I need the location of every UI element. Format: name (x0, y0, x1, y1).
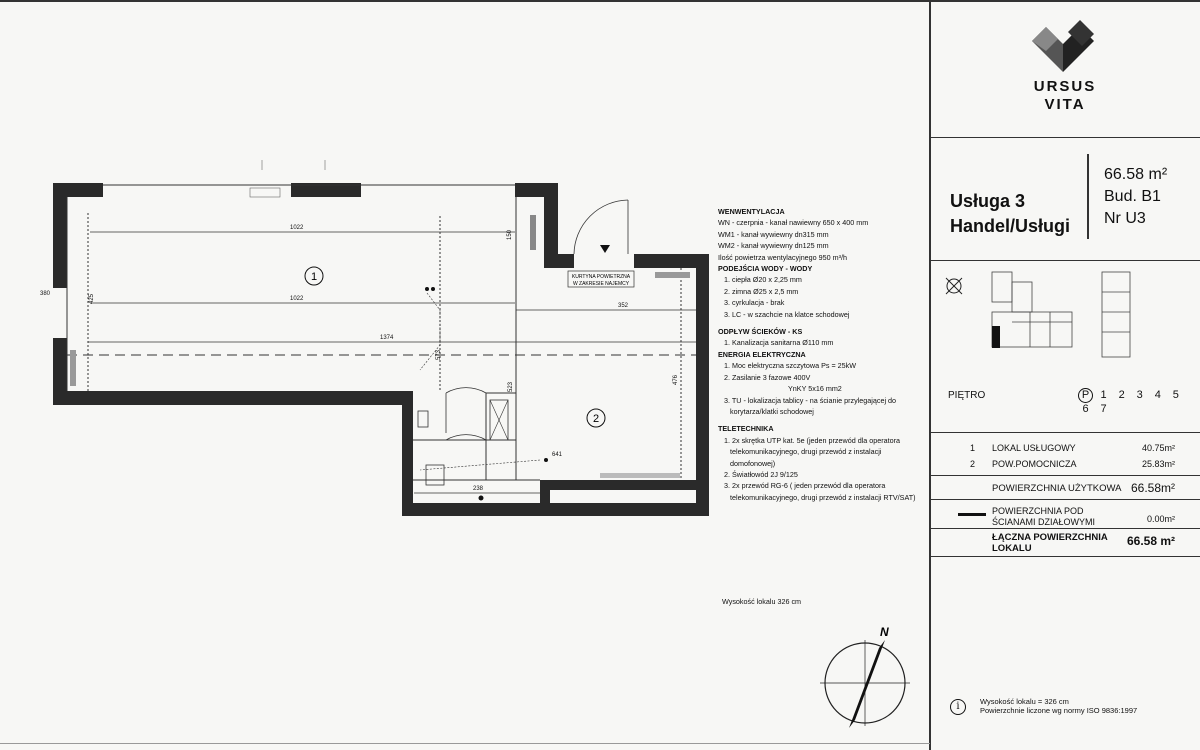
floor-item-2[interactable]: 2 (1118, 389, 1125, 401)
spec-sewage-1: 1. Kanalizacja sanitarna Ø110 mm (724, 338, 834, 348)
spec-ventilation-3: WM2 - kanał wywiewny dn125 mm (718, 241, 829, 251)
unit-name-line1: Usługa 3 (950, 191, 1026, 211)
info-sidebar (930, 0, 1200, 750)
spec-energy-heading: ENERGIA ELEKTRYCZNA (718, 349, 806, 359)
brand-name-line1: URSUS (1033, 78, 1097, 95)
info-icon: i (950, 699, 966, 715)
info-line-2: Powierzchnie liczone wg normy ISO 9836:1997 (980, 706, 1138, 715)
unit-name-line2: Handel/Usługi (950, 216, 1071, 236)
info-text (980, 697, 1137, 715)
brand-block (930, 0, 1200, 138)
north-arrow (820, 625, 910, 728)
area-row-1-value: 40.75m² (1141, 443, 1175, 453)
technical-specs (718, 206, 918, 503)
spec-telecom-2: 2. Światłowód 2J 9/125 (724, 469, 798, 479)
ursus-vita-logo-icon (1028, 16, 1098, 74)
floor-selector (948, 389, 1198, 415)
dim-1022-top: 1022 (290, 225, 304, 231)
brand-name-line2: VITA (1044, 96, 1086, 113)
dim-1022-mid: 1022 (290, 296, 304, 302)
area-usable-value: 66.58m² (1130, 481, 1175, 495)
area-total-label: ŁĄCZNA POWIERZCHNIA LOKALU (992, 532, 1108, 554)
area-row-2-label: POW.POMOCNICZA (992, 459, 1077, 469)
spec-telecom-3: 3. 2x przewód RG-6 ( jeden przewód dla operatora telekomunikacyjnego, drugi przewód z instalacji RTV/SAT) (724, 481, 916, 502)
area-table-rule-3 (930, 528, 1200, 529)
spec-water-heading: PODEJŚCIA WODY - WODY (718, 264, 813, 274)
dim-641: 641 (552, 452, 563, 458)
unit-number: Nr U3 (1104, 210, 1146, 227)
dim-1374: 1374 (380, 335, 394, 341)
curtain-note-line2: W ZAKRESIE NAJEMCY (572, 281, 630, 287)
spec-telecom-1: 1. 2x skrętka UTP kat. 5e (jeden przewód dla operatora telekomunikacyjnego, drugi przewód z instalacji domofonowej) (724, 435, 901, 468)
spec-ventilation-2: WM1 - kanał wywiewny dn315 mm (718, 229, 829, 239)
area-table-rule-2 (930, 499, 1200, 500)
dim-352: 352 (618, 303, 629, 309)
spec-telecom-heading: TELETECHNIKA (718, 424, 774, 434)
floor-item-5[interactable]: 5 (1172, 389, 1179, 401)
floor-item-p[interactable]: P (1078, 388, 1093, 403)
unit-header-divider (1087, 154, 1089, 239)
spec-water-3: 3. cyrkulacja - brak (724, 298, 785, 308)
spec-sewage-heading: ODPŁYW ŚCIEKÓW - KS (718, 327, 803, 337)
unit-name (950, 189, 1070, 239)
room-label-1: 1 (310, 271, 318, 283)
unit-meta (1104, 164, 1167, 230)
floor-item-7[interactable]: 7 (1100, 403, 1107, 415)
floor-label: PIĘTRO (948, 390, 986, 401)
spec-ventilation-1: WN - czerpnia - kanał nawiewny 650 x 400 mm (718, 218, 869, 228)
spec-ventilation-heading: WENWENTYLACJA (718, 207, 785, 216)
spec-water-4: 3. LC - w szachcie na klatce schodowej (724, 309, 850, 319)
unit-height-note: Wysokość lokalu 326 cm (722, 597, 802, 606)
walls (53, 183, 709, 516)
spec-energy-1: 1. Moc elektryczna szczytowa Ps = 25kW (724, 361, 857, 371)
area-table-top-rule (930, 432, 1200, 433)
key-plan-drawing (930, 262, 1200, 362)
area-walls-value: 0.00m² (1146, 514, 1175, 524)
spec-energy-2b: YnKY 5x16 mm2 (788, 384, 842, 394)
spec-energy-3: 3. TU - lokalizacja tablicy - na ścianie przylegającej do korytarza/klatki schodowej (724, 395, 897, 416)
area-total-value: 66.58 m² (1126, 534, 1175, 548)
curtain-note-line1: KURTYNA POWIETRZNA (571, 274, 631, 280)
floor-item-4[interactable]: 4 (1154, 389, 1161, 401)
room-label-2: 2 (592, 413, 600, 425)
dim-523: 523 (508, 381, 514, 392)
spec-water-2: 2. zimna Ø25 x 2,5 mm (724, 286, 799, 296)
dim-476: 476 (673, 374, 679, 385)
area-row-1-label: LOKAL USŁUGOWY (992, 443, 1076, 453)
area-row-2-num: 2 (970, 459, 976, 469)
north-label: N (880, 625, 889, 639)
dim-425: 425 (89, 293, 95, 304)
spec-energy-2: 2. Zasilanie 3 fazowe 400V (724, 372, 811, 382)
area-table-bottom-rule (930, 556, 1200, 557)
unit-header (930, 137, 1200, 261)
floor-item-3[interactable]: 3 (1136, 389, 1143, 401)
floor-list (1078, 388, 1198, 415)
area-usable-label: POWIERZCHNIA UŻYTKOWA (992, 483, 1122, 494)
building-key-plan (930, 262, 1200, 362)
unit-building: Bud. B1 (1104, 188, 1161, 205)
area-row-2-value: 25.83m² (1141, 459, 1175, 469)
area-row-1-num: 1 (970, 443, 976, 453)
floor-item-1[interactable]: 1 (1100, 389, 1107, 401)
wall-legend-swatch (958, 513, 986, 516)
dim-150: 150 (507, 229, 513, 240)
dim-573: 573 (436, 349, 442, 360)
info-line-1: Wysokość lokalu = 326 cm (980, 697, 1069, 706)
floor-item-6[interactable]: 6 (1082, 403, 1089, 415)
dim-380: 380 (40, 291, 51, 297)
dim-238: 238 (473, 486, 484, 492)
area-walls-label: POWIERZCHNIA POD ŚCIANAMI DZIAŁOWYMI (992, 506, 1096, 527)
spec-ventilation-4: Ilość powietrza wentylacyjnego 950 m³/h (718, 252, 848, 262)
unit-area: 66.58 m² (1104, 166, 1168, 183)
spec-water-1: 1. ciepła Ø20 x 2,25 mm (724, 275, 802, 285)
area-table-rule-1 (930, 475, 1200, 476)
